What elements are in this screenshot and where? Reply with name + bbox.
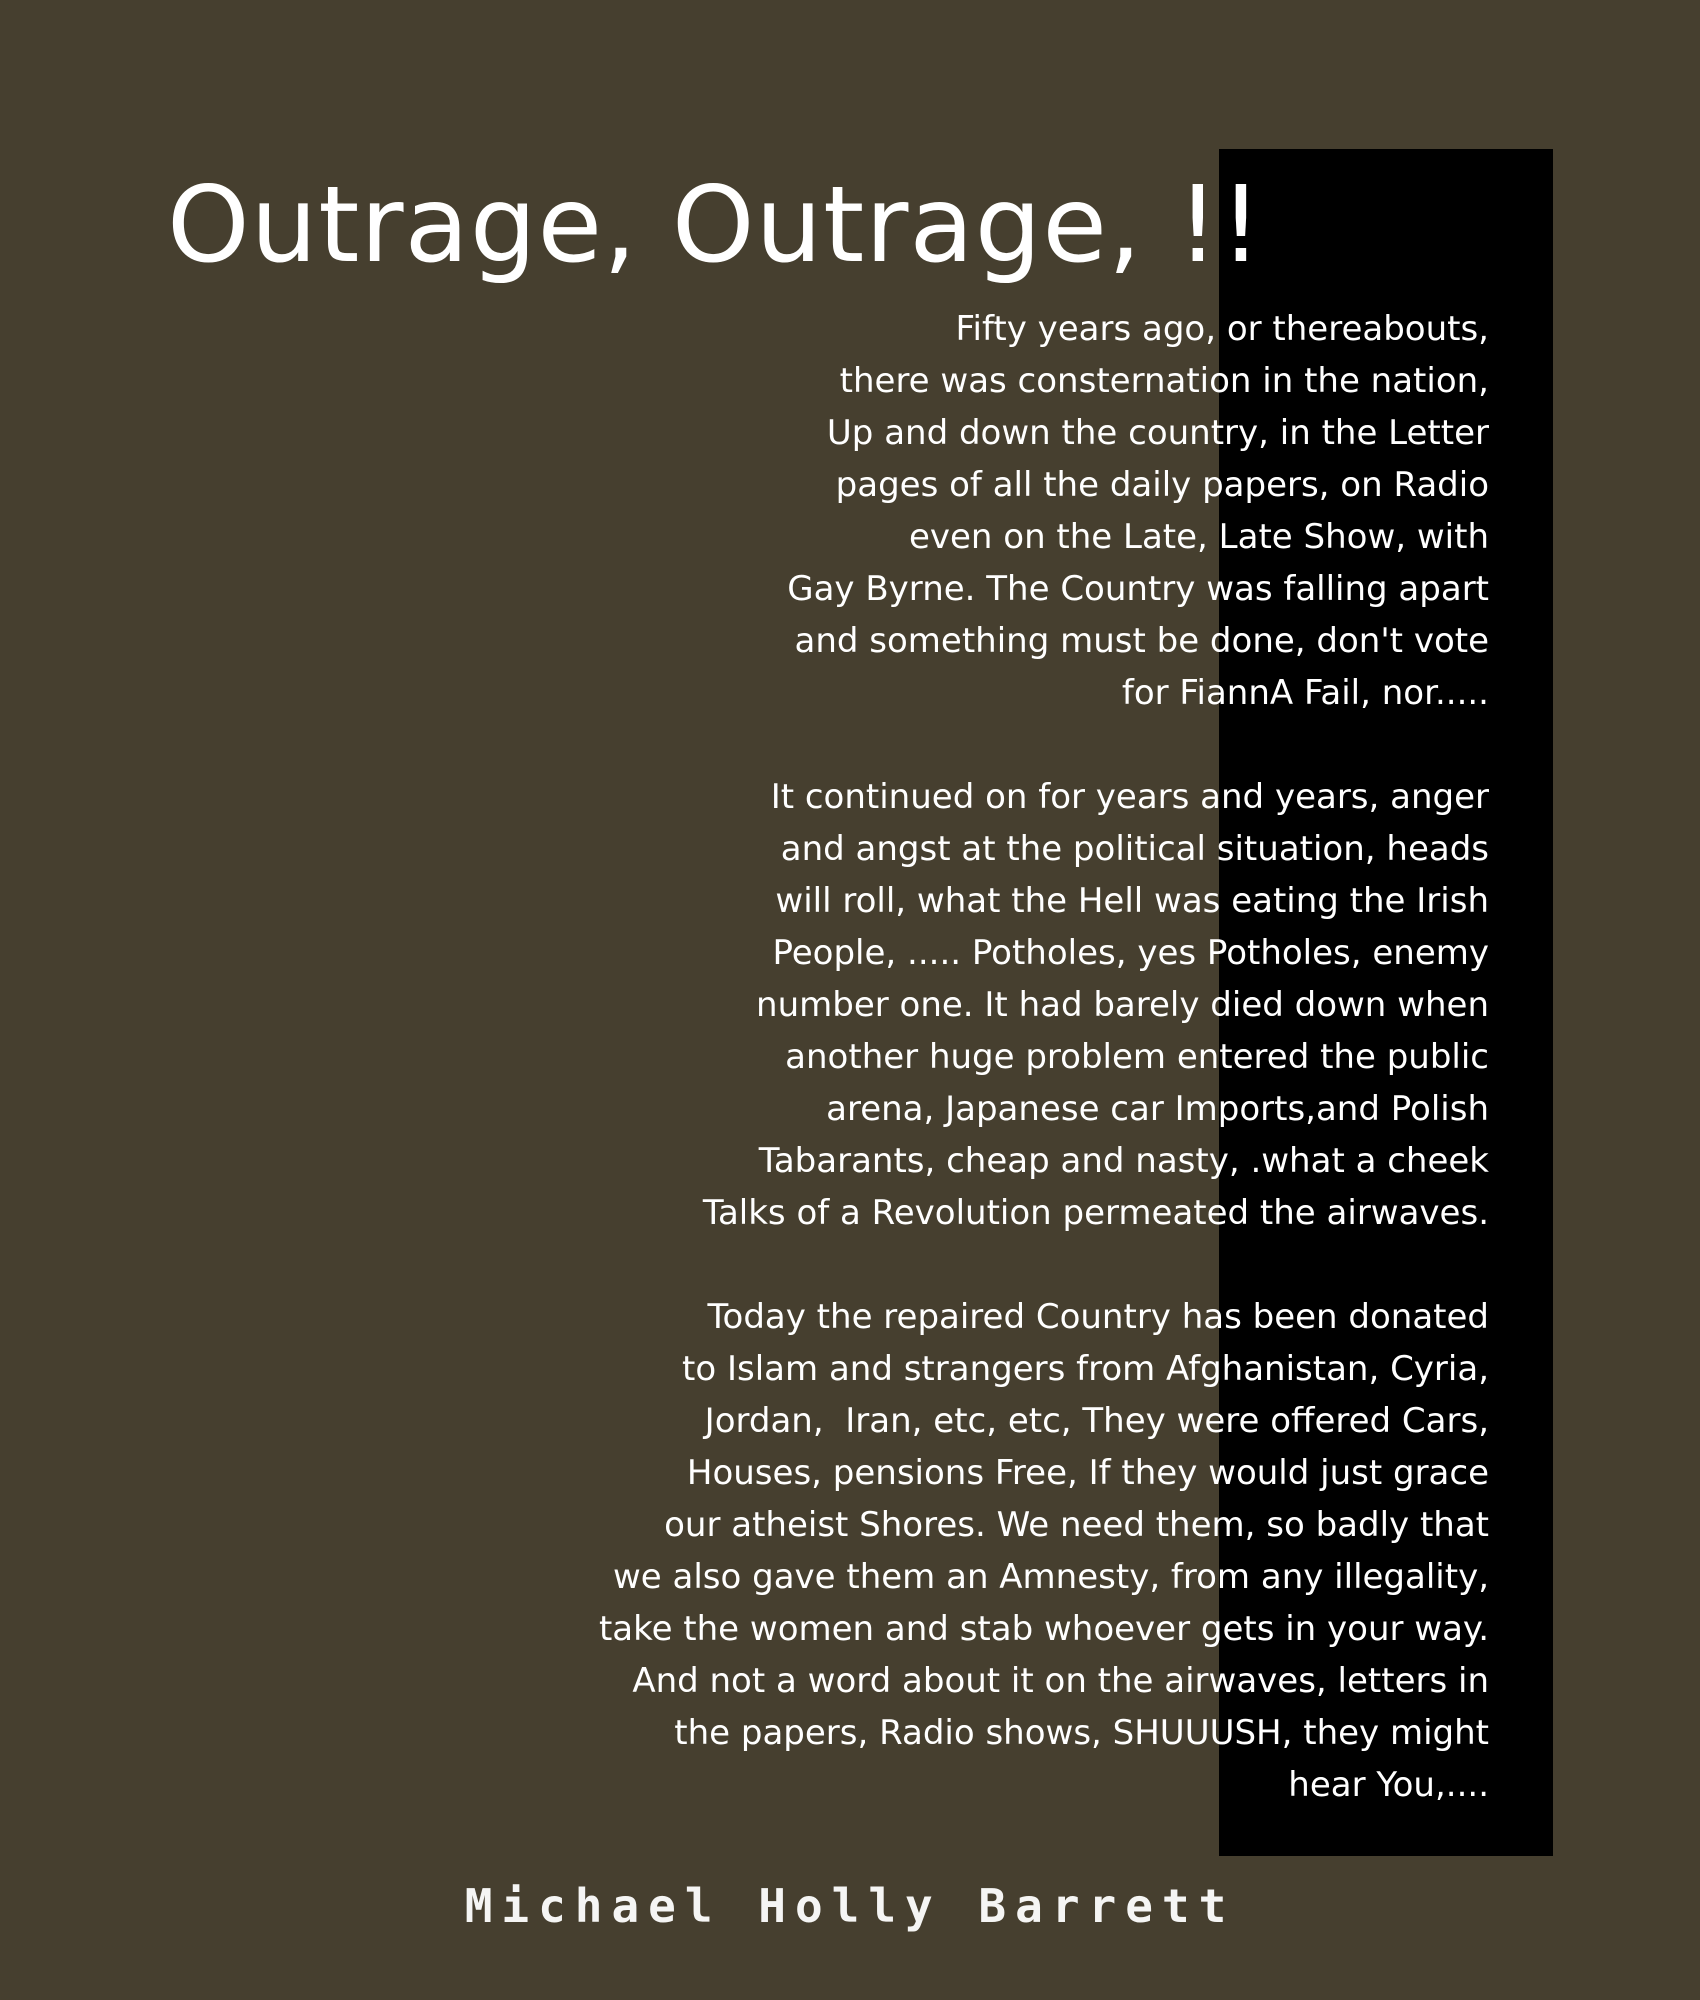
poem-line: another huge problem entered the public bbox=[785, 1037, 1489, 1077]
poem-line: And not a word about it on the airwaves, letters in bbox=[632, 1661, 1489, 1701]
poem-stanza bbox=[599, 1291, 1489, 1811]
poem-line: for FiannA Fail, nor..... bbox=[1121, 673, 1489, 713]
poem-line: Today the repaired Country has been donated bbox=[707, 1297, 1489, 1337]
poem-line: our atheist Shores. We need them, so badly that bbox=[664, 1505, 1489, 1545]
poem-line: number one. It had barely died down when bbox=[756, 985, 1489, 1025]
poem-line: Houses, pensions Free, If they would just grace bbox=[686, 1453, 1489, 1493]
author-signature: Michael Holly Barrett bbox=[464, 1879, 1236, 1933]
poem-line: Tabarants, cheap and nasty, .what a cheek bbox=[758, 1141, 1489, 1181]
poem-line: and angst at the political situation, heads bbox=[780, 829, 1489, 869]
poem-line: even on the Late, Late Show, with bbox=[908, 517, 1489, 557]
poem-stanza bbox=[599, 303, 1489, 719]
poem-line: hear You,.... bbox=[1288, 1765, 1489, 1805]
poem-title: Outrage, Outrage, !! bbox=[167, 164, 1263, 286]
poem-line: arena, Japanese car Imports,and Polish bbox=[826, 1089, 1489, 1129]
poem-line: Jordan, Iran, etc, etc, They were offered Cars, bbox=[704, 1401, 1489, 1441]
poem-line: pages of all the daily papers, on Radio bbox=[835, 465, 1489, 505]
poem-line: Talks of a Revolution permeated the airwaves. bbox=[702, 1193, 1489, 1233]
poem-line: and something must be done, don't vote bbox=[794, 621, 1489, 661]
poem-line: the papers, Radio shows, SHUUUSH, they might bbox=[674, 1713, 1489, 1753]
poem-line: take the women and stab whoever gets in your way. bbox=[598, 1609, 1489, 1649]
poem-line: Gay Byrne. The Country was falling apart bbox=[787, 569, 1489, 609]
poem-stanza bbox=[599, 771, 1489, 1239]
poem-line: we also gave them an Amnesty, from any illegality, bbox=[612, 1557, 1489, 1597]
poem-line: there was consternation in the nation, bbox=[839, 361, 1489, 401]
poem-body bbox=[599, 303, 1489, 1811]
poem-line: to Islam and strangers from Afghanistan, Cyria, bbox=[682, 1349, 1489, 1389]
poem-line: Fifty years ago, or thereabouts, bbox=[955, 309, 1489, 349]
poem-line: will roll, what the Hell was eating the Irish bbox=[775, 881, 1489, 921]
poem-line: It continued on for years and years, anger bbox=[770, 777, 1489, 817]
poem-line: Up and down the country, in the Letter bbox=[826, 413, 1489, 453]
poem-line: People, ..... Potholes, yes Potholes, enemy bbox=[772, 933, 1489, 973]
